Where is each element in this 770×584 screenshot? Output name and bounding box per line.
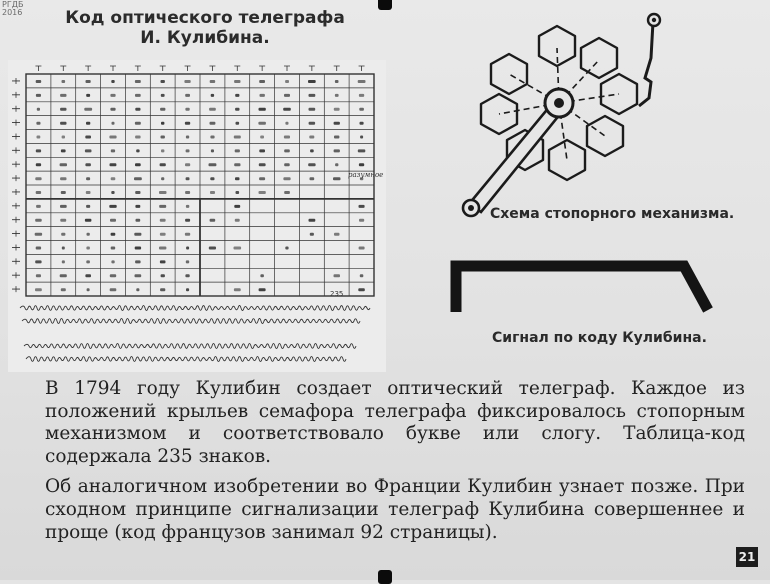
page-title — [40, 8, 370, 48]
watermark-line2: 2016 — [2, 8, 23, 17]
paragraph-2: Об аналогичном изобретении во Франции Кулибин узнает позже. При сходном принципе сигнализации телеграф Кулибина совершеннее и проще (код французов занимал 92 страницы). — [45, 476, 745, 543]
title-line1: Код оптического телеграфа — [65, 8, 345, 28]
page-number-badge: 21 — [736, 547, 758, 567]
film-perforation-top — [378, 0, 392, 10]
table-last-cell-number: 235 — [330, 290, 344, 298]
code-table-sheet — [8, 60, 386, 372]
mechanism-caption: Схема стопорного механизма. — [490, 206, 735, 222]
film-perforation-bottom — [378, 570, 392, 584]
paragraph-1: В 1794 году Кулибин создает оптический телеграф. Каждое из положений крыльев семафора телеграфа фиксировалось стопорным механизмом и соответствовало букве или слогу. Таблица-код содержала 235 знаков. — [45, 378, 745, 467]
table-margin-label: разумное — [348, 171, 384, 179]
stopper-mechanism-drawing — [455, 8, 670, 218]
code-table-drawing — [8, 60, 386, 372]
signal-caption: Сигнал по коду Кулибина. — [492, 330, 707, 346]
stopper-mechanism-diagram — [455, 8, 670, 218]
watermark-line1: РГДБ — [2, 0, 24, 9]
title-line2: И. Кулибина. — [140, 28, 270, 48]
watermark — [2, 1, 23, 17]
kulibin-signal-diagram — [450, 258, 720, 318]
description-text — [45, 378, 745, 552]
kulibin-signal-drawing — [450, 258, 720, 318]
